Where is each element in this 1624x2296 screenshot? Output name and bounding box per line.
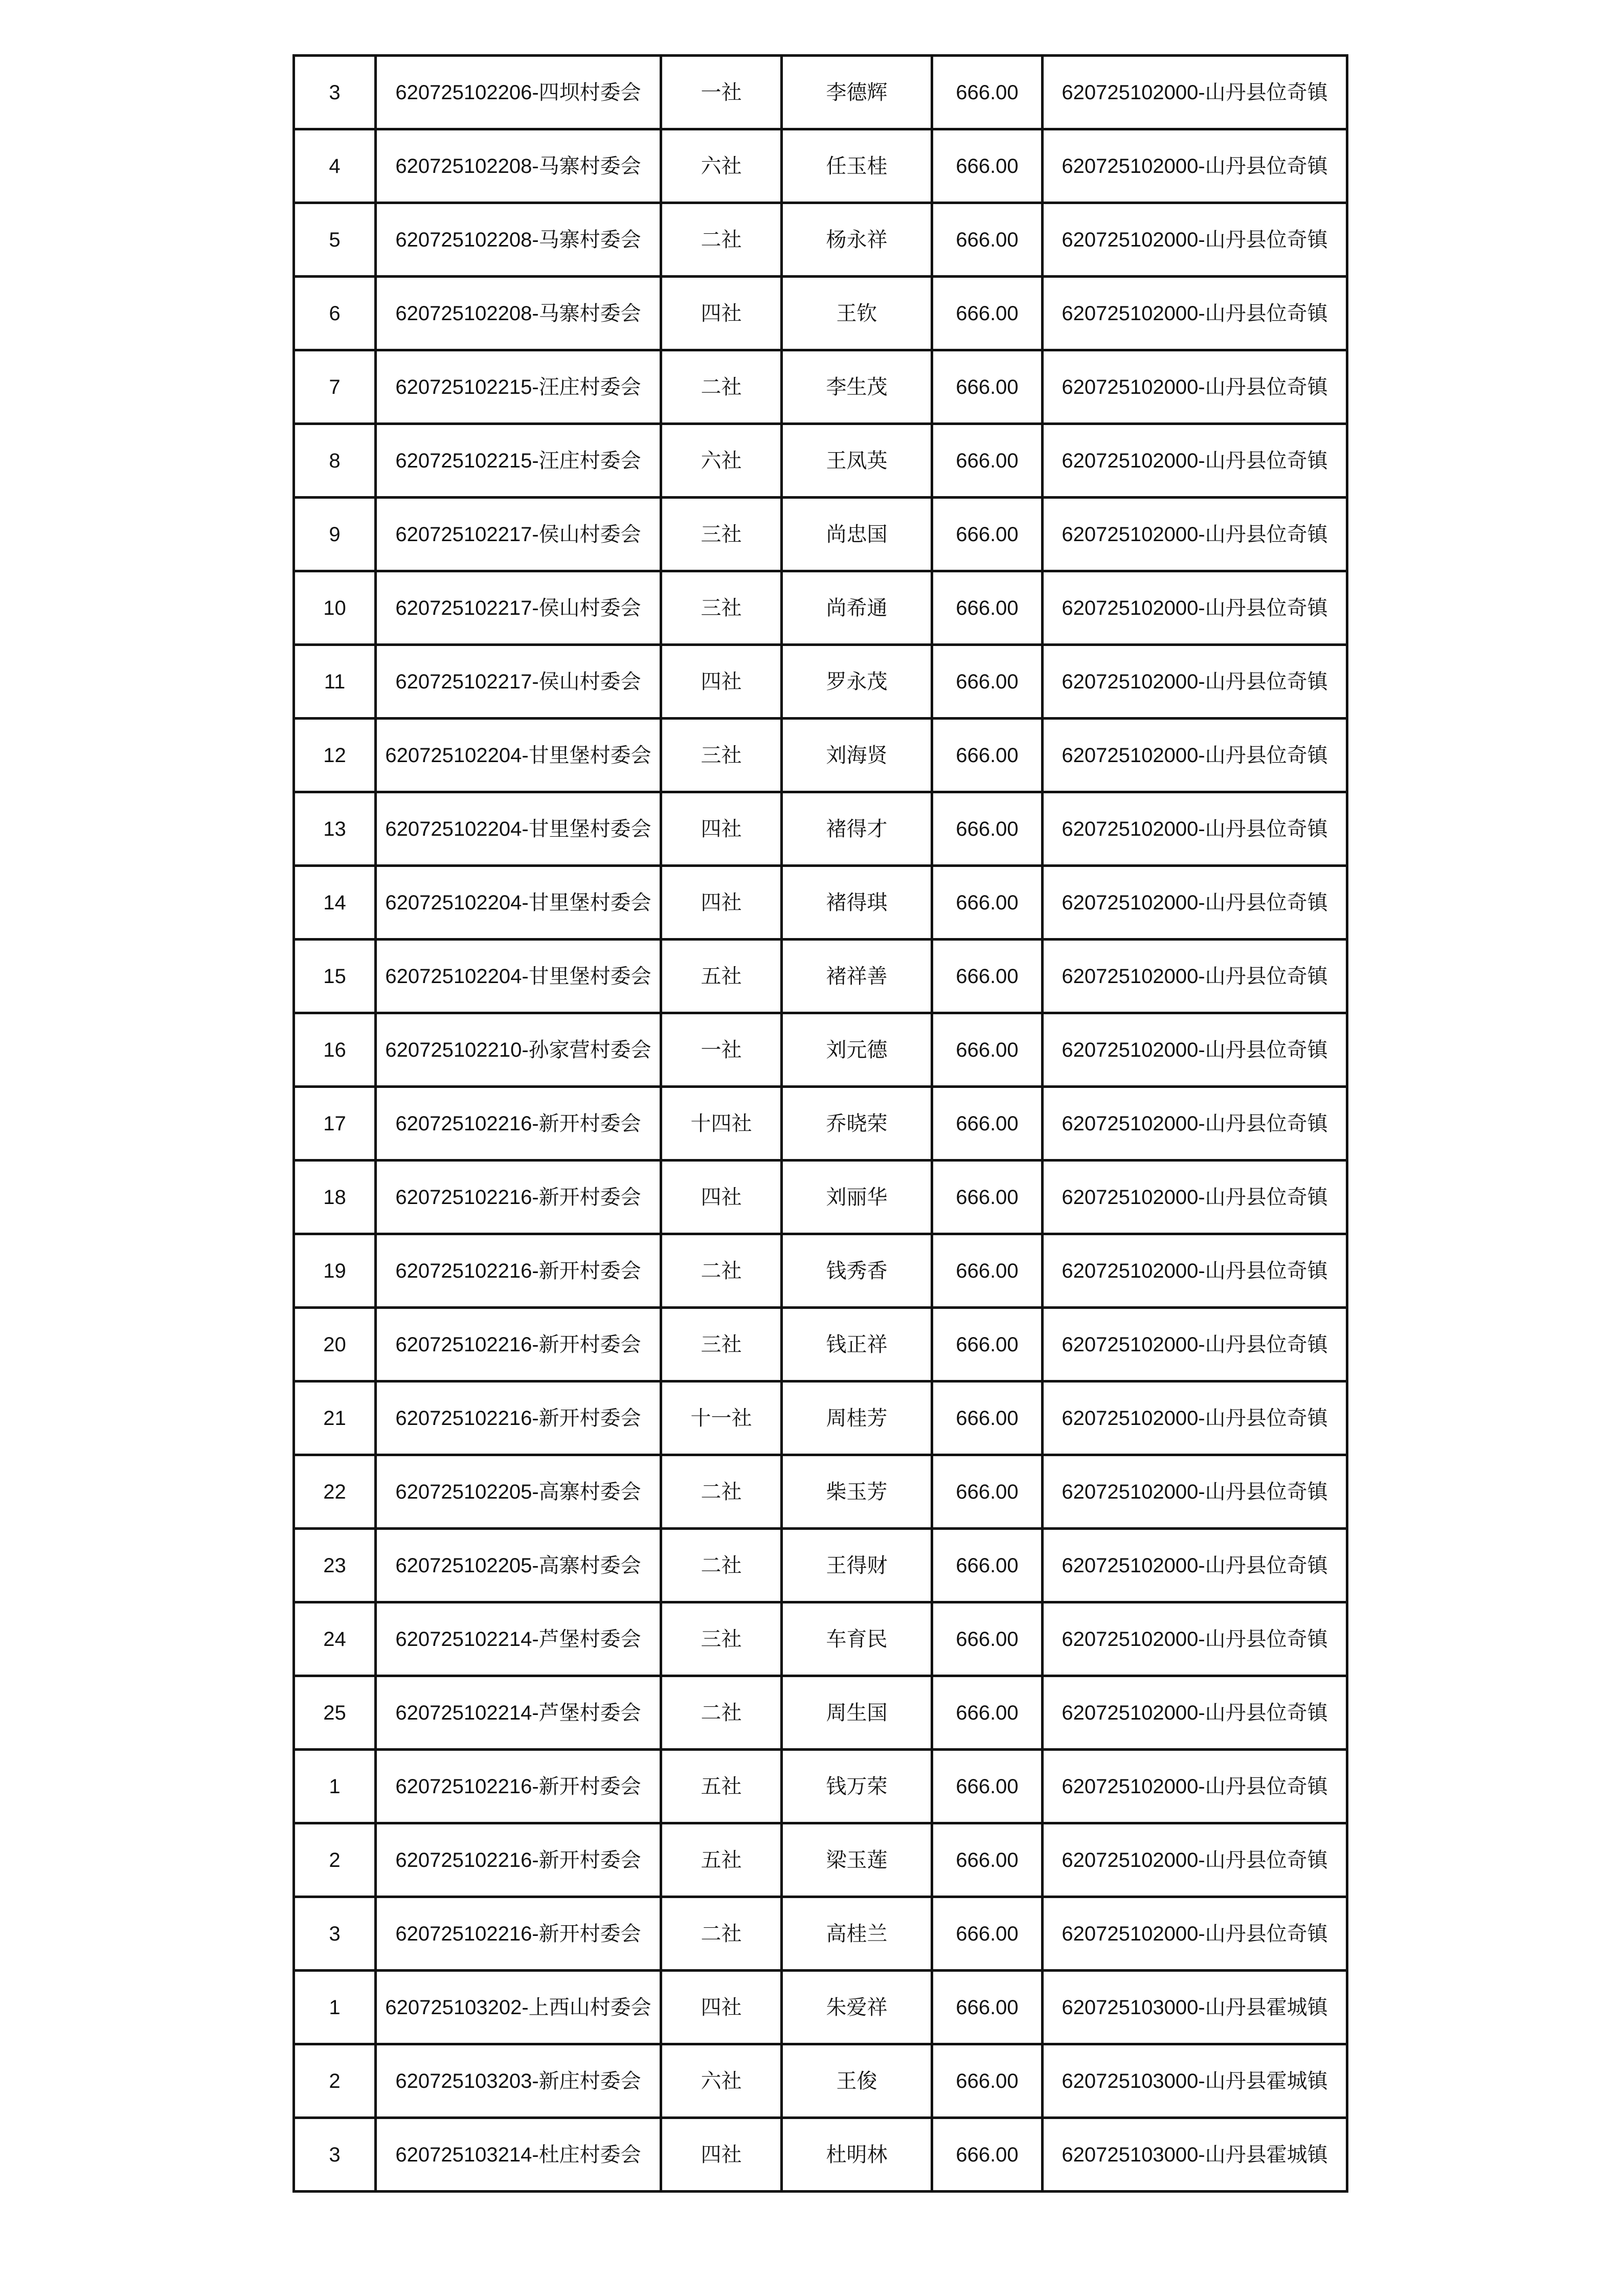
- town-cell: 620725102000-山丹县位奇镇: [1043, 1897, 1347, 1971]
- person-name-cell: 罗永茂: [782, 645, 932, 719]
- amount-cell: 666.00: [932, 424, 1043, 498]
- town-cell: 620725102000-山丹县位奇镇: [1043, 203, 1347, 277]
- table-row: [294, 1676, 1347, 1750]
- person-name-cell: 李德辉: [782, 56, 932, 129]
- group-cell: 五社: [661, 940, 782, 1013]
- group-cell: 三社: [661, 571, 782, 645]
- town-cell: 620725102000-山丹县位奇镇: [1043, 1234, 1347, 1308]
- row-number-cell: 5: [294, 203, 376, 277]
- row-number-cell: 3: [294, 1897, 376, 1971]
- row-number-cell: 4: [294, 129, 376, 203]
- table-row: [294, 498, 1347, 571]
- group-cell: 二社: [661, 350, 782, 424]
- village-cell: 620725102205-高寨村委会: [376, 1455, 661, 1529]
- person-name-cell: 杜明林: [782, 2118, 932, 2192]
- amount-cell: 666.00: [932, 1750, 1043, 1823]
- subsidy-roster-table: [292, 54, 1348, 2193]
- group-cell: 四社: [661, 2118, 782, 2192]
- group-cell: 五社: [661, 1750, 782, 1823]
- group-cell: 二社: [661, 1676, 782, 1750]
- town-cell: 620725103000-山丹县霍城镇: [1043, 1971, 1347, 2044]
- table-row: [294, 56, 1347, 129]
- row-number-cell: 1: [294, 1750, 376, 1823]
- person-name-cell: 钱秀香: [782, 1234, 932, 1308]
- group-cell: 六社: [661, 129, 782, 203]
- row-number-cell: 7: [294, 350, 376, 424]
- group-cell: 三社: [661, 719, 782, 792]
- village-cell: 620725102208-马寨村委会: [376, 129, 661, 203]
- town-cell: 620725102000-山丹县位奇镇: [1043, 277, 1347, 350]
- town-cell: 620725102000-山丹县位奇镇: [1043, 792, 1347, 866]
- town-cell: 620725102000-山丹县位奇镇: [1043, 571, 1347, 645]
- village-cell: 620725102204-甘里堡村委会: [376, 719, 661, 792]
- row-number-cell: 3: [294, 2118, 376, 2192]
- amount-cell: 666.00: [932, 2118, 1043, 2192]
- group-cell: 四社: [661, 1161, 782, 1234]
- row-number-cell: 16: [294, 1013, 376, 1087]
- row-number-cell: 20: [294, 1308, 376, 1381]
- person-name-cell: 尚忠国: [782, 498, 932, 571]
- village-cell: 620725102217-侯山村委会: [376, 498, 661, 571]
- person-name-cell: 褚得琪: [782, 866, 932, 940]
- village-cell: 620725102215-汪庄村委会: [376, 424, 661, 498]
- group-cell: 二社: [661, 1234, 782, 1308]
- person-name-cell: 王凤英: [782, 424, 932, 498]
- table-row: [294, 277, 1347, 350]
- amount-cell: 666.00: [932, 203, 1043, 277]
- row-number-cell: 2: [294, 1823, 376, 1897]
- row-number-cell: 6: [294, 277, 376, 350]
- town-cell: 620725102000-山丹县位奇镇: [1043, 1381, 1347, 1455]
- row-number-cell: 15: [294, 940, 376, 1013]
- amount-cell: 666.00: [932, 498, 1043, 571]
- table-row: [294, 866, 1347, 940]
- row-number-cell: 10: [294, 571, 376, 645]
- table-row: [294, 203, 1347, 277]
- town-cell: 620725102000-山丹县位奇镇: [1043, 424, 1347, 498]
- person-name-cell: 杨永祥: [782, 203, 932, 277]
- row-number-cell: 25: [294, 1676, 376, 1750]
- town-cell: 620725102000-山丹县位奇镇: [1043, 1161, 1347, 1234]
- group-cell: 二社: [661, 1897, 782, 1971]
- village-cell: 620725102216-新开村委会: [376, 1750, 661, 1823]
- table-row: [294, 792, 1347, 866]
- row-number-cell: 18: [294, 1161, 376, 1234]
- row-number-cell: 19: [294, 1234, 376, 1308]
- amount-cell: 666.00: [932, 1161, 1043, 1234]
- table-row: [294, 571, 1347, 645]
- town-cell: 620725102000-山丹县位奇镇: [1043, 1308, 1347, 1381]
- person-name-cell: 刘海贤: [782, 719, 932, 792]
- row-number-cell: 3: [294, 56, 376, 129]
- person-name-cell: 王钦: [782, 277, 932, 350]
- amount-cell: 666.00: [932, 792, 1043, 866]
- amount-cell: 666.00: [932, 1971, 1043, 2044]
- town-cell: 620725102000-山丹县位奇镇: [1043, 1529, 1347, 1602]
- group-cell: 五社: [661, 1823, 782, 1897]
- row-number-cell: 1: [294, 1971, 376, 2044]
- town-cell: 620725102000-山丹县位奇镇: [1043, 1750, 1347, 1823]
- row-number-cell: 2: [294, 2044, 376, 2118]
- group-cell: 三社: [661, 1308, 782, 1381]
- village-cell: 620725103214-杜庄村委会: [376, 2118, 661, 2192]
- group-cell: 十四社: [661, 1087, 782, 1161]
- town-cell: 620725102000-山丹县位奇镇: [1043, 56, 1347, 129]
- amount-cell: 666.00: [932, 350, 1043, 424]
- person-name-cell: 车育民: [782, 1602, 932, 1676]
- village-cell: 620725103202-上西山村委会: [376, 1971, 661, 2044]
- village-cell: 620725102214-芦堡村委会: [376, 1676, 661, 1750]
- group-cell: 六社: [661, 424, 782, 498]
- town-cell: 620725102000-山丹县位奇镇: [1043, 1013, 1347, 1087]
- person-name-cell: 王得财: [782, 1529, 932, 1602]
- town-cell: 620725102000-山丹县位奇镇: [1043, 1455, 1347, 1529]
- table-row: [294, 1529, 1347, 1602]
- table-body: [294, 56, 1347, 2192]
- group-cell: 四社: [661, 1971, 782, 2044]
- group-cell: 二社: [661, 203, 782, 277]
- table-row: [294, 1087, 1347, 1161]
- row-number-cell: 23: [294, 1529, 376, 1602]
- table-row: [294, 424, 1347, 498]
- person-name-cell: 钱万荣: [782, 1750, 932, 1823]
- village-cell: 620725102217-侯山村委会: [376, 571, 661, 645]
- table-row: [294, 1897, 1347, 1971]
- group-cell: 一社: [661, 1013, 782, 1087]
- amount-cell: 666.00: [932, 1381, 1043, 1455]
- amount-cell: 666.00: [932, 571, 1043, 645]
- amount-cell: 666.00: [932, 1823, 1043, 1897]
- person-name-cell: 柴玉芳: [782, 1455, 932, 1529]
- table-row: [294, 1308, 1347, 1381]
- table-row: [294, 1013, 1347, 1087]
- town-cell: 620725102000-山丹县位奇镇: [1043, 1087, 1347, 1161]
- person-name-cell: 刘丽华: [782, 1161, 932, 1234]
- village-cell: 620725102208-马寨村委会: [376, 203, 661, 277]
- group-cell: 二社: [661, 1529, 782, 1602]
- amount-cell: 666.00: [932, 645, 1043, 719]
- town-cell: 620725102000-山丹县位奇镇: [1043, 498, 1347, 571]
- person-name-cell: 尚希通: [782, 571, 932, 645]
- table-row: [294, 719, 1347, 792]
- village-cell: 620725102215-汪庄村委会: [376, 350, 661, 424]
- group-cell: 十一社: [661, 1381, 782, 1455]
- village-cell: 620725102210-孙家营村委会: [376, 1013, 661, 1087]
- village-cell: 620725102216-新开村委会: [376, 1823, 661, 1897]
- table-row: [294, 1750, 1347, 1823]
- amount-cell: 666.00: [932, 1087, 1043, 1161]
- row-number-cell: 21: [294, 1381, 376, 1455]
- group-cell: 四社: [661, 645, 782, 719]
- amount-cell: 666.00: [932, 1676, 1043, 1750]
- town-cell: 620725102000-山丹县位奇镇: [1043, 129, 1347, 203]
- town-cell: 620725103000-山丹县霍城镇: [1043, 2044, 1347, 2118]
- amount-cell: 666.00: [932, 1897, 1043, 1971]
- table-row: [294, 1971, 1347, 2044]
- person-name-cell: 褚祥善: [782, 940, 932, 1013]
- table-row: [294, 1602, 1347, 1676]
- town-cell: 620725102000-山丹县位奇镇: [1043, 719, 1347, 792]
- town-cell: 620725102000-山丹县位奇镇: [1043, 645, 1347, 719]
- row-number-cell: 17: [294, 1087, 376, 1161]
- amount-cell: 666.00: [932, 129, 1043, 203]
- table-row: [294, 1234, 1347, 1308]
- amount-cell: 666.00: [932, 1234, 1043, 1308]
- amount-cell: 666.00: [932, 56, 1043, 129]
- town-cell: 620725102000-山丹县位奇镇: [1043, 350, 1347, 424]
- village-cell: 620725102216-新开村委会: [376, 1234, 661, 1308]
- group-cell: 四社: [661, 866, 782, 940]
- village-cell: 620725102204-甘里堡村委会: [376, 792, 661, 866]
- person-name-cell: 王俊: [782, 2044, 932, 2118]
- person-name-cell: 李生茂: [782, 350, 932, 424]
- amount-cell: 666.00: [932, 2044, 1043, 2118]
- row-number-cell: 22: [294, 1455, 376, 1529]
- town-cell: 620725102000-山丹县位奇镇: [1043, 1676, 1347, 1750]
- amount-cell: 666.00: [932, 1308, 1043, 1381]
- person-name-cell: 乔晓荣: [782, 1087, 932, 1161]
- group-cell: 三社: [661, 1602, 782, 1676]
- village-cell: 620725102216-新开村委会: [376, 1087, 661, 1161]
- group-cell: 四社: [661, 792, 782, 866]
- table-row: [294, 350, 1347, 424]
- amount-cell: 666.00: [932, 866, 1043, 940]
- amount-cell: 666.00: [932, 1529, 1043, 1602]
- person-name-cell: 高桂兰: [782, 1897, 932, 1971]
- village-cell: 620725103203-新庄村委会: [376, 2044, 661, 2118]
- village-cell: 620725102216-新开村委会: [376, 1161, 661, 1234]
- village-cell: 620725102216-新开村委会: [376, 1308, 661, 1381]
- amount-cell: 666.00: [932, 719, 1043, 792]
- amount-cell: 666.00: [932, 940, 1043, 1013]
- village-cell: 620725102217-侯山村委会: [376, 645, 661, 719]
- table-row: [294, 940, 1347, 1013]
- person-name-cell: 周桂芳: [782, 1381, 932, 1455]
- group-cell: 一社: [661, 56, 782, 129]
- amount-cell: 666.00: [932, 1602, 1043, 1676]
- table-row: [294, 1161, 1347, 1234]
- table-row: [294, 1823, 1347, 1897]
- person-name-cell: 梁玉莲: [782, 1823, 932, 1897]
- town-cell: 620725102000-山丹县位奇镇: [1043, 940, 1347, 1013]
- village-cell: 620725102216-新开村委会: [376, 1897, 661, 1971]
- row-number-cell: 24: [294, 1602, 376, 1676]
- village-cell: 620725102214-芦堡村委会: [376, 1602, 661, 1676]
- person-name-cell: 朱爱祥: [782, 1971, 932, 2044]
- row-number-cell: 8: [294, 424, 376, 498]
- table-row: [294, 1381, 1347, 1455]
- table-row: [294, 1455, 1347, 1529]
- person-name-cell: 褚得才: [782, 792, 932, 866]
- amount-cell: 666.00: [932, 277, 1043, 350]
- group-cell: 二社: [661, 1455, 782, 1529]
- person-name-cell: 钱正祥: [782, 1308, 932, 1381]
- group-cell: 六社: [661, 2044, 782, 2118]
- amount-cell: 666.00: [932, 1455, 1043, 1529]
- row-number-cell: 9: [294, 498, 376, 571]
- village-cell: 620725102204-甘里堡村委会: [376, 940, 661, 1013]
- row-number-cell: 12: [294, 719, 376, 792]
- village-cell: 620725102205-高寨村委会: [376, 1529, 661, 1602]
- amount-cell: 666.00: [932, 1013, 1043, 1087]
- table-row: [294, 645, 1347, 719]
- village-cell: 620725102216-新开村委会: [376, 1381, 661, 1455]
- group-cell: 四社: [661, 277, 782, 350]
- town-cell: 620725103000-山丹县霍城镇: [1043, 2118, 1347, 2192]
- town-cell: 620725102000-山丹县位奇镇: [1043, 1823, 1347, 1897]
- village-cell: 620725102204-甘里堡村委会: [376, 866, 661, 940]
- village-cell: 620725102208-马寨村委会: [376, 277, 661, 350]
- row-number-cell: 11: [294, 645, 376, 719]
- town-cell: 620725102000-山丹县位奇镇: [1043, 866, 1347, 940]
- person-name-cell: 任玉桂: [782, 129, 932, 203]
- row-number-cell: 13: [294, 792, 376, 866]
- person-name-cell: 刘元德: [782, 1013, 932, 1087]
- row-number-cell: 14: [294, 866, 376, 940]
- table-row: [294, 129, 1347, 203]
- village-cell: 620725102206-四坝村委会: [376, 56, 661, 129]
- person-name-cell: 周生国: [782, 1676, 932, 1750]
- town-cell: 620725102000-山丹县位奇镇: [1043, 1602, 1347, 1676]
- group-cell: 三社: [661, 498, 782, 571]
- table-row: [294, 2044, 1347, 2118]
- table-row: [294, 2118, 1347, 2192]
